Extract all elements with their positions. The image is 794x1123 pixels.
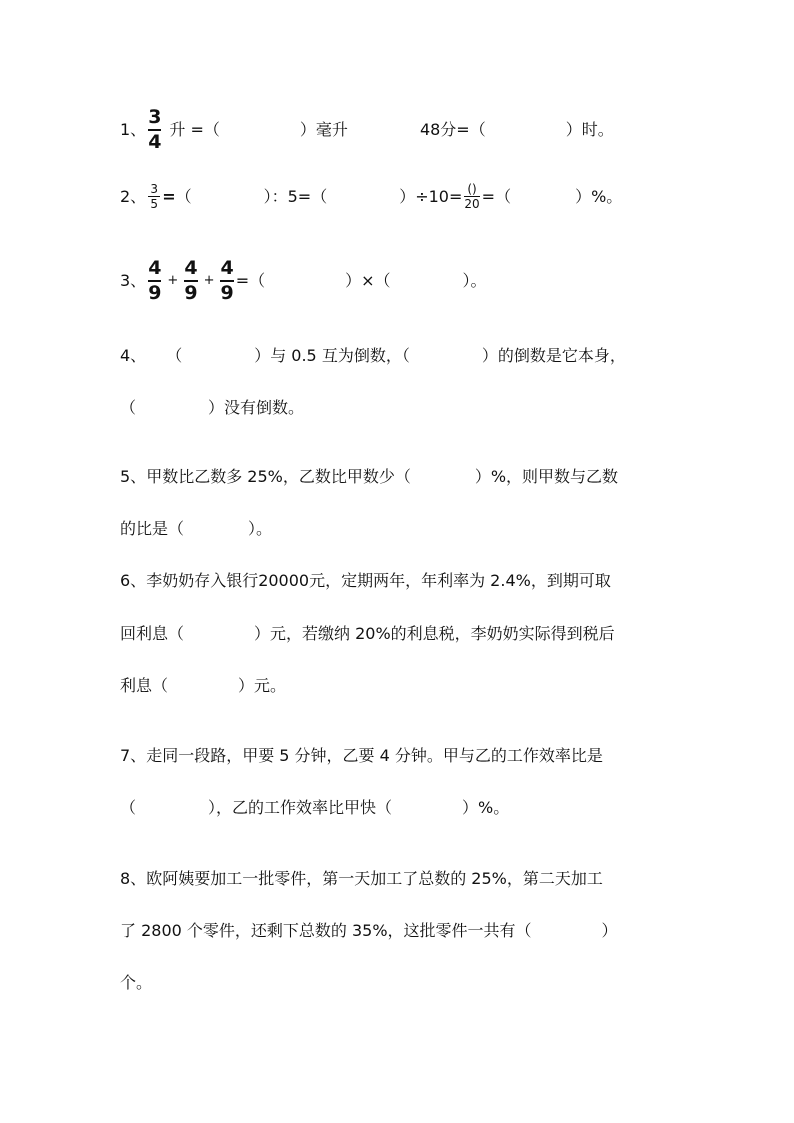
question-number: 3、	[120, 271, 147, 290]
question-number: 6、	[120, 571, 147, 590]
question-5-line-1	[120, 467, 618, 487]
question-text: ）%。	[575, 186, 623, 206]
question-text: ）元。	[238, 676, 287, 695]
question-text: 走同一段路，甲要 5 分钟，乙要 4 分钟。甲与乙的工作效率比是	[146, 746, 603, 765]
fraction-four-ninths: $\frac{4}{9}$	[148, 257, 162, 304]
question-text: 个。	[120, 973, 153, 992]
question-text: ）时。	[565, 120, 614, 139]
question-text: ）%，则甲数与乙数	[474, 467, 619, 486]
question-8-line-1	[120, 869, 603, 889]
question-text: 利息（	[120, 676, 169, 695]
fraction-three-quarters: $\frac{3}{4}$	[148, 106, 162, 153]
question-text: ），乙的工作效率比甲快（	[208, 798, 393, 817]
question-text: ）毫升	[299, 120, 348, 139]
question-text: （	[120, 798, 137, 817]
question-text: =（	[235, 271, 266, 290]
question-text: =（	[481, 186, 512, 206]
question-3	[120, 259, 487, 303]
question-5-line-2	[120, 519, 272, 539]
fraction-three-fifths: $\frac{3}{5}$	[148, 183, 160, 210]
question-text: 了 2800 个零件，还剩下总数的 35%，这批零件一共有（	[120, 921, 532, 940]
question-text: ）与 0.5 互为倒数，（	[254, 346, 410, 365]
question-number: 1、	[120, 120, 147, 139]
question-text: 甲数比乙数多 25%，乙数比甲数少（	[146, 467, 411, 486]
question-text: ）。	[248, 519, 273, 538]
question-4-line-1	[120, 346, 626, 366]
question-text: ）没有倒数。	[208, 398, 305, 417]
question-text: ）÷10=	[399, 186, 463, 206]
question-7-line-2	[120, 798, 509, 818]
fraction-four-ninths: $\frac{4}{9}$	[220, 257, 234, 304]
plus-sign: +	[203, 273, 215, 288]
question-text: 升 =（	[169, 120, 220, 139]
question-text: ）%。	[462, 798, 510, 817]
question-text: ）	[601, 921, 618, 940]
question-text: ）的倒数是它本身，	[481, 346, 626, 365]
equals-sign: =	[162, 186, 176, 206]
question-text: 回利息（	[120, 624, 185, 643]
plus-sign: +	[167, 273, 179, 288]
question-6-line-1	[120, 571, 611, 591]
question-text: ）元，若缴纳 20%的利息税，李奶奶实际得到税后	[254, 624, 615, 643]
question-6-line-2	[120, 624, 615, 644]
question-number: 8、	[120, 869, 147, 888]
question-text: 的比是（	[120, 519, 185, 538]
question-number: 7、	[120, 746, 147, 765]
question-text: （	[120, 398, 137, 417]
question-text: 李奶奶存入银行20000元，定期两年，年利率为 2.4%，到期可取	[146, 571, 611, 590]
question-7-line-1	[120, 746, 603, 766]
question-number: 2、	[120, 186, 147, 206]
question-text: 48分=（	[419, 120, 486, 139]
question-8-line-2	[120, 921, 618, 941]
question-text: ）×（	[345, 271, 391, 290]
question-number: 4、	[120, 346, 147, 365]
question-text: 欧阿姨要加工一批零件，第一天加工了总数的 25%，第二天加工	[146, 869, 603, 888]
fraction-four-ninths: $\frac{4}{9}$	[184, 257, 198, 304]
fraction-blank-over-twenty: $\frac{()}{20}$	[464, 182, 480, 211]
question-6-line-3	[120, 676, 286, 696]
question-text: ）。	[462, 271, 487, 290]
question-text: ）：5=（	[263, 186, 328, 206]
question-4-line-2	[120, 398, 304, 418]
question-1	[120, 108, 614, 152]
question-text: （	[166, 346, 183, 365]
question-8-line-3	[120, 973, 152, 993]
question-number: 5、	[120, 467, 147, 486]
question-text: （	[175, 186, 192, 206]
question-2	[120, 183, 622, 210]
